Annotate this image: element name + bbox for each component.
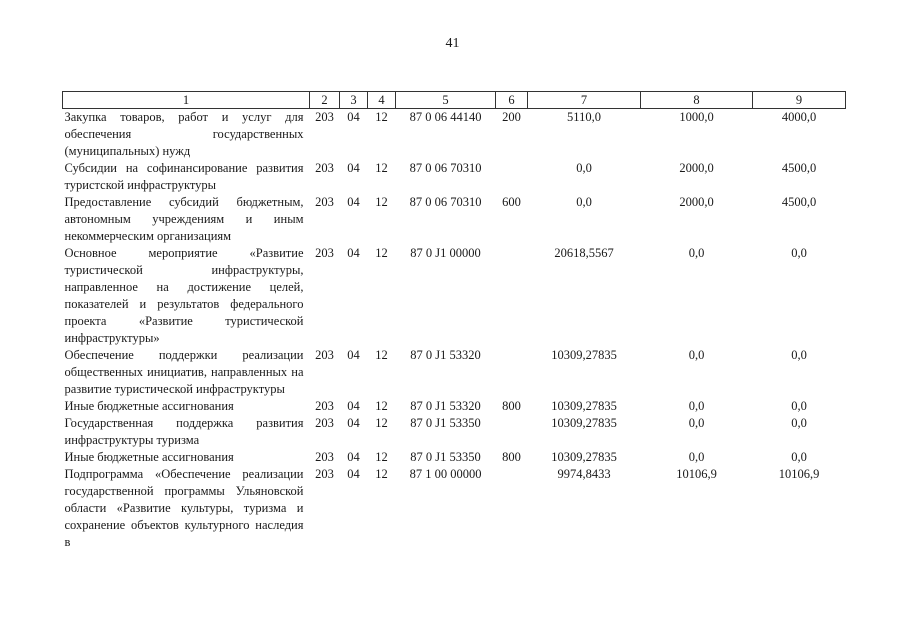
budget-table: [62, 91, 846, 551]
cell-value-7: 10309,27835: [551, 348, 617, 362]
table-row: [63, 109, 846, 161]
table-row: [63, 449, 846, 466]
cell-code-3: 04: [347, 416, 360, 430]
cell-value-7: 10309,27835: [551, 399, 617, 413]
cell-value-7: 0,0: [576, 161, 592, 175]
cell-code-5: 87 0 J1 53320: [410, 399, 481, 413]
cell-value-9: 0,0: [791, 450, 807, 464]
cell-code-5: 87 0 J1 53350: [410, 450, 481, 464]
cell-code-3: 04: [347, 246, 360, 260]
cell-value-9: 10106,9: [778, 467, 820, 481]
cell-code-5: 87 0 06 44140: [409, 110, 482, 124]
cell-code-4: 12: [375, 110, 388, 124]
row-name: Государственная поддержка развития инфраструктуры туризма: [64, 416, 304, 447]
cell-code-5: 87 0 J1 53350: [410, 416, 481, 430]
cell-value-8: 2000,0: [679, 161, 714, 175]
cell-code-3: 04: [347, 110, 360, 124]
cell-code-3: 04: [347, 467, 360, 481]
column-header: 7: [528, 92, 641, 109]
column-header: 2: [310, 92, 340, 109]
cell-code-6: 600: [502, 195, 521, 209]
cell-code-5: 87 1 00 00000: [409, 467, 482, 481]
table-row: [63, 398, 846, 415]
row-name: Подпрограмма «Обеспечение реализации государственной программы Ульяновской области «Развитие культуры, туризма и сохранение объектов культурного наследия в: [64, 467, 304, 549]
cell-code-6: [496, 160, 528, 194]
cell-value-7: 5110,0: [567, 110, 601, 124]
cell-code-4: 12: [375, 161, 388, 175]
cell-value-9: 0,0: [791, 348, 807, 362]
column-header: 5: [396, 92, 496, 109]
cell-code-6: 800: [502, 399, 521, 413]
cell-code-2: 203: [315, 246, 334, 260]
cell-code-2: 203: [315, 110, 334, 124]
cell-value-7: 0,0: [576, 195, 592, 209]
cell-code-6: [496, 245, 528, 347]
row-name: Субсидии на софинансирование развития туристской инфраструктуры: [64, 161, 304, 192]
cell-value-8: 0,0: [688, 246, 705, 260]
cell-code-2: 203: [315, 416, 334, 430]
cell-value-9: 0,0: [791, 399, 807, 413]
table-row: [63, 466, 846, 551]
cell-code-2: 203: [315, 450, 334, 464]
column-header: 9: [753, 92, 846, 109]
column-header: 6: [496, 92, 528, 109]
table-header-row: [63, 92, 846, 109]
cell-code-3: 04: [347, 450, 360, 464]
cell-code-3: 04: [347, 399, 360, 413]
cell-code-5: 87 0 J1 53320: [410, 348, 481, 362]
cell-value-7: 10309,27835: [551, 416, 617, 430]
table-row: [63, 194, 846, 245]
row-name: Закупка товаров, работ и услуг для обеспечения государственных (муниципальных) нужд: [64, 110, 304, 158]
cell-value-7: 9974,8433: [557, 467, 611, 481]
cell-value-9: 0,0: [791, 246, 807, 260]
cell-code-5: 87 0 06 70310: [409, 195, 482, 209]
column-header: 3: [340, 92, 368, 109]
cell-value-8: 0,0: [688, 416, 705, 430]
table-row: [63, 245, 846, 347]
row-name: Основное мероприятие «Развитие туристической инфраструктуры, направленное на достижение целей, показателей и результатов федерального проекта «Развитие туристической инфраструктуры»: [64, 246, 304, 345]
row-name: Предоставление субсидий бюджетным, автономным учреждениям и иным некоммерческим организациям: [64, 195, 304, 243]
cell-code-4: 12: [375, 399, 388, 413]
cell-code-5: 87 0 J1 00000: [410, 246, 481, 260]
cell-code-6: 800: [502, 450, 521, 464]
table-row: [63, 160, 846, 194]
cell-code-4: 12: [375, 246, 388, 260]
cell-code-2: 203: [315, 195, 334, 209]
table-row: [63, 347, 846, 398]
cell-value-9: 4500,0: [781, 195, 817, 209]
page-number: 41: [445, 36, 460, 51]
row-name: Иные бюджетные ассигнования: [64, 450, 234, 464]
cell-value-7: 10309,27835: [551, 450, 617, 464]
cell-code-3: 04: [347, 195, 360, 209]
cell-value-8: 0,0: [688, 450, 705, 464]
column-header: 1: [63, 92, 310, 109]
cell-code-6: [496, 347, 528, 398]
cell-value-8: 2000,0: [679, 195, 714, 209]
cell-value-9: 4500,0: [781, 161, 817, 175]
cell-code-5: 87 0 06 70310: [409, 161, 482, 175]
cell-code-4: 12: [375, 450, 388, 464]
cell-value-8: 0,0: [688, 348, 705, 362]
cell-value-8: 0,0: [688, 399, 705, 413]
cell-code-4: 12: [375, 348, 388, 362]
cell-code-6: [496, 415, 528, 449]
cell-code-6: [496, 466, 528, 551]
column-header: 8: [641, 92, 753, 109]
cell-code-2: 203: [315, 348, 334, 362]
cell-value-9: 0,0: [791, 416, 807, 430]
cell-code-3: 04: [347, 348, 360, 362]
row-name: Обеспечение поддержки реализации общественных инициатив, направленных на развитие туристической инфраструктуры: [64, 348, 304, 396]
cell-code-2: 203: [315, 161, 334, 175]
cell-code-2: 203: [315, 399, 334, 413]
cell-code-3: 04: [347, 161, 360, 175]
cell-value-7: 20618,5567: [554, 246, 614, 260]
cell-code-6: 200: [502, 110, 521, 124]
cell-code-4: 12: [375, 416, 388, 430]
column-header: 4: [368, 92, 396, 109]
cell-value-8: 1000,0: [679, 110, 714, 124]
row-name: Иные бюджетные ассигнования: [64, 399, 234, 413]
cell-code-2: 203: [315, 467, 334, 481]
cell-code-4: 12: [375, 195, 388, 209]
table-row: [63, 415, 846, 449]
cell-value-9: 4000,0: [781, 110, 817, 124]
cell-code-4: 12: [375, 467, 388, 481]
cell-value-8: 10106,9: [676, 467, 717, 481]
